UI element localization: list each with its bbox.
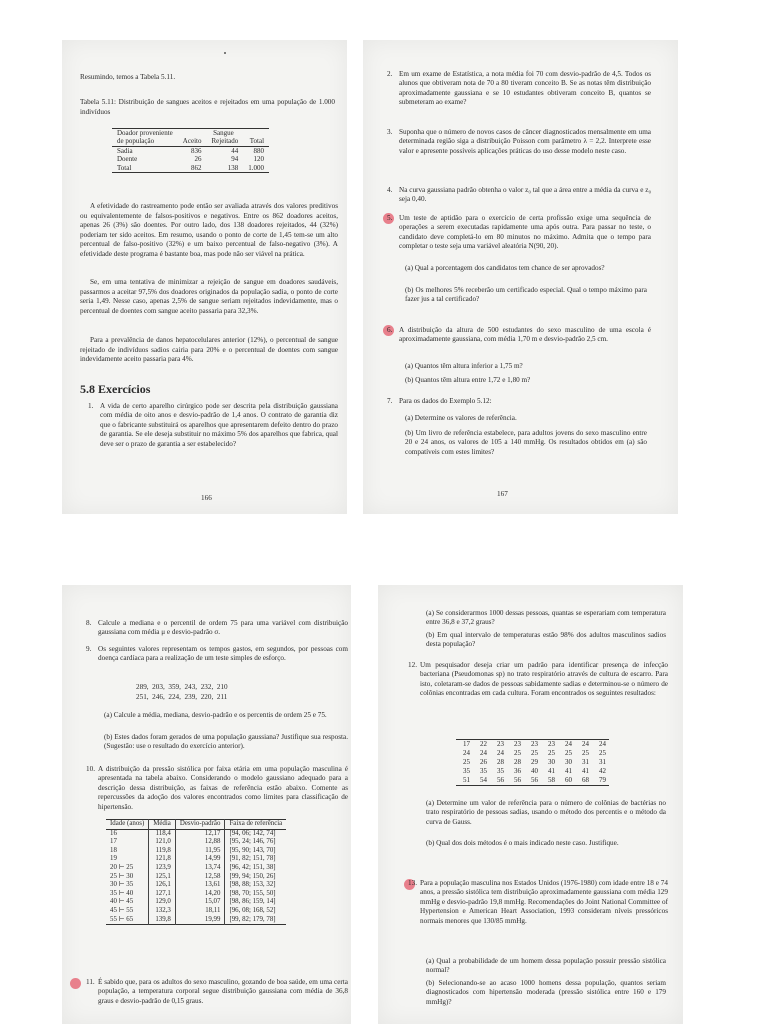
exercise-text: Para os dados do Exemplo 5.12: [399, 397, 492, 405]
table-cell: [96, 42; 151, 38] [225, 864, 286, 873]
exercise-text: A distribuição da altura de 500 estudantes do sexo masculino de uma escola é aproximadamente gaussiana, com média 1,70 m e desvio-padrão 2,5 cm. [399, 326, 651, 344]
table-head-cell: Doador proveniente [117, 129, 173, 137]
table-cell: 19 [110, 855, 117, 863]
table-cell: 79 [592, 776, 609, 786]
exercise-4 [387, 186, 651, 205]
table-head-cell: Idade (anos) [110, 820, 145, 827]
table-cell: 68 [575, 776, 592, 786]
exercise-11a: (a) Se considerarmos 1000 dessas pessoas, quantas se esperariam com temperatura entre 36,8 e 37,2 graus? [426, 609, 666, 627]
table-cell: 30 ⊢ 35 [110, 881, 134, 889]
exercise-number: 4. [387, 186, 393, 194]
exercise-7 [387, 397, 651, 406]
table-cell: 138 [227, 163, 239, 172]
table-cell: 94 [231, 155, 239, 164]
page-166 [62, 40, 347, 514]
table-cell: 24 [497, 749, 504, 757]
table-row [106, 838, 286, 847]
exercise-10 [86, 765, 348, 812]
table-cell: 11,95 [175, 847, 225, 856]
table-cell: 45 ⊢ 55 [110, 906, 134, 914]
table-cell: 20 ⊢ 25 [110, 863, 134, 871]
table-cell: 25 [565, 749, 572, 757]
exercise-1 [88, 402, 338, 449]
table-row [106, 855, 286, 864]
table-cell: 862 [190, 163, 202, 172]
exercise-number: 13. [408, 879, 417, 887]
table-head-cell: Total [249, 137, 265, 146]
exercise-8 [86, 619, 348, 638]
table-cell: 17 [456, 740, 473, 750]
table-cell: 127,1 [149, 890, 176, 899]
exercise-12a: (a) Determine um valor de referência para o número de colônias de bactérias no trato respiratório de pessoas sadias, usando o método dos percentis e o método da curva de Gauss. [426, 799, 666, 826]
table-row [106, 864, 286, 873]
blood-pressure-table [106, 819, 286, 925]
exercise-9 [86, 645, 348, 664]
table-cell: 25 [531, 749, 538, 757]
table-caption: Tabela 5.11: Distribuição de sangues aceitos e rejeitados em uma população de 1.000 indivíduos [80, 98, 335, 116]
table-row [112, 155, 269, 163]
table-row [106, 873, 286, 882]
table-cell: [96, 08; 168, 52] [225, 907, 286, 916]
table-cell: 44 [231, 146, 239, 155]
table-row [112, 164, 269, 173]
table-cell: 25 [514, 749, 521, 757]
table-cell: 18,11 [175, 907, 225, 916]
table-row [456, 740, 609, 750]
exercise-number: 3. [387, 128, 393, 136]
table-cell: 24 [480, 749, 487, 757]
table-cell: 24 [575, 740, 592, 750]
exercise-number: 2. [387, 70, 393, 78]
table-cell: 25 [599, 749, 606, 757]
table-cell: 17 [110, 838, 117, 846]
table-cell: Sadia [117, 146, 133, 155]
table-cell: 35 [480, 767, 487, 775]
exercise-9b: (b) Estes dados foram gerados de uma população gaussiana? Justifique sua resposta. (Sugestão: use o resultado do exercício anterior). [104, 733, 348, 751]
table-cell: 120 [253, 155, 265, 164]
table-cell: 13,61 [175, 881, 225, 890]
table-cell: [95, 24; 146, 76] [225, 838, 286, 847]
exercise-11b: (b) Em qual intervalo de temperaturas estão 98% dos adultos masculinos sadios desta população? [426, 631, 666, 649]
table-cell: 42 [599, 767, 606, 775]
exercise-text: A vida de certo aparelho cirúrgico pode ser descrita pela distribuição gaussiana com média de oito anos e desvio-padrão de 1,4 anos. O contrato de garantia diz que o fabricante substituirá os aparelhos que apresentarem defeito dentro do prazo de garantia. Se ele deseja substituir no máximo 5% dos aparelhos que fabrica, qual deve ser o prazo de garantia a ser estabelecido? [100, 402, 338, 448]
table-cell: 121,8 [149, 855, 176, 864]
table-row [106, 890, 286, 899]
table-cell: 56 [490, 776, 507, 786]
table-row [456, 767, 609, 776]
table-cell: 14,99 [175, 855, 225, 864]
table-cell: 56 [507, 776, 524, 786]
table-head-cell: Faixa de referência [225, 820, 286, 830]
table-cell: Total [117, 163, 132, 172]
table-cell: 58 [541, 776, 558, 786]
exercise-2 [387, 70, 651, 108]
exercise-number: 9. [86, 645, 92, 653]
table-cell: 24 [558, 740, 575, 750]
exercise-number: 6. [387, 326, 393, 334]
table-cell: 26 [480, 758, 487, 766]
exercise-text: Na curva gaussiana padrão obtenha o valor z₀ tal que a área entre a média da curva e z₀ seja 0,40. [399, 186, 651, 204]
table-cell: 23 [541, 740, 558, 750]
exercise-7a: (a) Determine os valores de referência. [405, 414, 517, 422]
table-cell: 880 [253, 146, 265, 155]
paragraph-prevalencia: Para a prevalência de danos hepatocelulares anterior (12%), o percentual de sangue rejeitado de indivíduos sadios cairia para 20% e o percentual de doentes com sangue indevidamente aceito passaria para 4%. [80, 336, 338, 364]
exercise-12 [408, 661, 668, 699]
table-cell: 30 [565, 758, 572, 766]
exercise-number: 10. [86, 765, 95, 773]
table-cell: 25 [463, 758, 470, 766]
page-number: 167 [497, 490, 508, 498]
table-head-cell: Desvio-padrão [175, 820, 225, 830]
exercise-text: Os seguintes valores representam os tempos gastos, em segundos, por pessoas com doença cardíaca para a realização de um teste simples de esforço. [98, 645, 348, 663]
table-row [106, 881, 286, 890]
page-number: 166 [201, 494, 212, 502]
table-cell: 36 [514, 767, 521, 775]
table-cell: [99, 82; 179, 78] [225, 916, 286, 925]
table-cell: [99, 94; 150, 26] [225, 873, 286, 882]
table-cell: 16 [110, 829, 117, 837]
table-cell: 13,74 [175, 864, 225, 873]
table-cell: 35 ⊢ 40 [110, 889, 134, 897]
table-cell: 12,17 [175, 829, 225, 838]
table-cell: 55 ⊢ 65 [110, 915, 134, 923]
table-cell: 25 [548, 749, 555, 757]
page-167 [363, 40, 678, 514]
table-cell: 29 [531, 758, 538, 766]
table-cell: 15,07 [175, 898, 225, 907]
exercise-6 [387, 326, 651, 345]
exercise-text: Calcule a mediana e o percentil de ordem 75 para uma variável com distribuição gaussiana com média μ e desvio-padrão σ. [98, 619, 348, 637]
table-cell: 28 [514, 758, 521, 766]
table-cell: 31 [582, 758, 589, 766]
table-5-11 [112, 128, 269, 173]
exercise-number: 1. [88, 402, 94, 410]
table-row [112, 146, 269, 155]
table-cell: 836 [190, 146, 202, 155]
table-cell: 22 [473, 740, 490, 750]
table-row [106, 898, 286, 907]
page-168 [62, 585, 351, 1024]
exercise-number: 11. [86, 978, 95, 986]
table-cell: 60 [558, 776, 575, 786]
table-head-cell: Sangue [213, 129, 234, 137]
table-row [106, 847, 286, 856]
exercise-5a: (a) Qual a porcentagem dos candidatos tem chance de ser aprovados? [405, 264, 605, 272]
table-cell: [98, 86; 159, 14] [225, 898, 286, 907]
table-head-cell: Rejeitado [211, 137, 239, 146]
exercise-12b: (b) Qual dos dois métodos é o mais indicado neste caso. Justifique. [426, 839, 619, 847]
highlight-marker [70, 978, 81, 989]
table-cell: [94, 06; 142, 74] [225, 829, 286, 838]
table-cell: 12,88 [175, 838, 225, 847]
exercise-11 [86, 978, 348, 1006]
exercise-text: Um teste de aptidão para o exercício de certa profissão exige uma sequência de operações a serem executadas rapidamente uma após outra. Para passar no teste, o candidato deve completá-lo em 80 minutos no máximo. Admita que o tempo para completar o teste seja uma variável aleatória N(90, 20). [399, 214, 651, 251]
table-head-cell: Aceito [182, 137, 202, 146]
intro-text: Resumindo, temos a Tabela 5.11. [80, 73, 176, 81]
exercise-13b: (b) Selecionando-se ao acaso 1000 homens dessa população, quantos seriam diagnosticados com hipertensão moderada (pressão sistólica entre 160 e 179 mmHg)? [426, 979, 666, 1006]
scan-speck [224, 52, 226, 54]
paragraph-ponto-corte: Se, em uma tentativa de minimizar a rejeição de sangue em doadores saudáveis, passarmos a aceitar 97,5% dos doadores originados da população sadia, o ponto de corte seria 1,49. Nesse caso, apenas 2,5% de sangue seriam rejeitados indevidamente, mas o percentual de doentes com sangue aceito passaria para 32,3%. [80, 278, 338, 315]
table-cell: 41 [548, 767, 555, 775]
table-row [456, 776, 609, 786]
table-cell: [95, 90; 143, 70] [225, 847, 286, 856]
table-row [106, 916, 286, 925]
ex9-values-row-1: 289, 203, 359, 243, 232, 210 [136, 683, 228, 691]
exercise-number: 7. [387, 397, 393, 405]
exercise-9a: (a) Calcule a média, mediana, desvio-padrão e os percentis de ordem 25 e 75. [104, 711, 327, 719]
table-cell: 126,1 [149, 881, 176, 890]
table-cell: 23 [524, 740, 541, 750]
exercise-number: 8. [86, 619, 92, 627]
exercise-text: Para a população masculina nos Estados Unidos (1976-1980) com idade entre 18 e 74 anos, a pressão sistólica tem distribuição aproximadamente gaussiana com média 129 mmHg e desvio-padrão 19,8 mmHg. Recomendações do Joint National Committee of Hypertension e American Heart Association, 1993 consideram níveis pressóricos normais menores que 130/85 mmHg. [420, 879, 668, 925]
table-cell: 119,8 [149, 847, 176, 856]
exercise-5b: (b) Os melhores 5% receberão um certificado especial. Qual o tempo máximo para fazer jus a tal certificado? [405, 286, 647, 304]
exercise-6b: (b) Quantos têm altura entre 1,72 e 1,80 m? [405, 376, 531, 384]
exercise-13a: (a) Qual a probabilidade de um homem dessa população possuir pressão sistólica normal? [426, 957, 666, 975]
section-title: 5.8 Exercícios [80, 382, 151, 396]
table-cell: 30 [548, 758, 555, 766]
table-head-cell: de população [117, 137, 155, 146]
exercise-text: Suponha que o número de novos casos de câncer diagnosticados mensalmente em uma determinada região siga a distribuição Poisson com parâmetro λ = 2,2. Interprete esse valor e apresente possíveis aplicações práticas do uso desse modelo neste caso. [399, 128, 651, 155]
table-cell: 123,9 [149, 864, 176, 873]
table-cell: 28 [497, 758, 504, 766]
exercise-5 [387, 214, 651, 252]
table-cell: 41 [582, 767, 589, 775]
exercise-13 [408, 879, 668, 926]
table-row [106, 907, 286, 916]
table-cell: Doente [117, 155, 138, 164]
table-cell: 132,3 [149, 907, 176, 916]
table-cell: 31 [599, 758, 606, 766]
exercise-text: A distribuição da pressão sistólica por faixa etária em uma população masculina é apresentada na tabela abaixo. Considerando o modelo gaussiano adequado para a descrição dessa distribuição, as faixas de referência estão abaixo. Comente as repercussões da adoção dos valores encontrados como limites para classificação de hipertensão. [98, 765, 348, 811]
table-cell: 129,0 [149, 898, 176, 907]
table-cell: 56 [524, 776, 541, 786]
page-169 [378, 585, 683, 1024]
table-cell: [98, 70; 155, 50] [225, 890, 286, 899]
table-cell: 25 ⊢ 30 [110, 872, 134, 880]
table-cell: 35 [463, 767, 470, 775]
table-row [456, 758, 609, 767]
table-cell: 51 [456, 776, 473, 786]
table-cell: 24 [592, 740, 609, 750]
exercise-number: 12. [408, 661, 417, 669]
table-cell: 41 [565, 767, 572, 775]
exercise-number: 5. [387, 214, 393, 222]
exercise-text: É sabido que, para os adultos do sexo masculino, gozando de boa saúde, em uma certa população, a temperatura corporal segue distribuição gaussiana com média de 36,8 graus e desvio-padrão de 0,15 graus. [98, 978, 348, 1005]
exercise-text: Um pesquisador deseja criar um padrão para identificar presença de infecção bacteriana (Pseudomonas sp) no trato respiratório através de cultura de escarro. Para isto, coletaram-se dados de pessoas sabidamente sadias e determinou-se o número de colônias encontradas em cada cultura. Foram encontrados os seguintes resultados: [420, 661, 668, 698]
paragraph-efetividade: A efetividade do rastreamento pode então ser avaliada através dos valores preditivos ou equivalentemente de falsos-positivos e negativos. Entre os 862 doadores aceitos, apenas 26 (3%) são doentes. Por outro lado, dos 138 doadores rejeitados, 44 (32%) poderiam ter sido aceitos. Em resumo, usando o ponto de corte de 1,45 tem-se um alto percentual de falso-positivo (32%) e um baixo percentual de falso-negativo (3%). A efetividade deste programa é bastante boa, mas pode não ser viável na prática. [80, 202, 338, 258]
table-cell: 26 [194, 155, 202, 164]
table-row [106, 829, 286, 838]
table-row [456, 749, 609, 758]
table-cell: 25 [582, 749, 589, 757]
table-cell: 118,4 [149, 829, 176, 838]
table-cell: [98, 88; 153, 32] [225, 881, 286, 890]
table-cell: 23 [490, 740, 507, 750]
exercise-text: Em um exame de Estatística, a nota média foi 70 com desvio-padrão de 4,5. Todos os alunos que obtiveram nota de 70 a 80 tiveram conceito B. Se as notas têm distribuição aproximadamente gaussiana e se 10 estudantes obtiveram conceito B, quantos se submeteram ao exame? [399, 70, 651, 107]
ex9-values-row-2: 251, 246, 224, 239, 220, 211 [136, 693, 228, 701]
table-cell: 54 [473, 776, 490, 786]
table-cell: 40 [531, 767, 538, 775]
table-cell: 19,99 [175, 916, 225, 925]
table-cell: 18 [110, 846, 117, 854]
table-head-cell: Média [149, 820, 176, 830]
table-cell: 35 [497, 767, 504, 775]
colony-count-table [456, 739, 609, 786]
exercise-3 [387, 128, 651, 156]
table-cell: [91, 82; 151, 78] [225, 855, 286, 864]
table-cell: 14,20 [175, 890, 225, 899]
table-cell: 125,1 [149, 873, 176, 882]
table-cell: 40 ⊢ 45 [110, 898, 134, 906]
table-cell: 23 [507, 740, 524, 750]
exercise-7b: (b) Um livro de referência estabelece, para adultos jovens do sexo masculino entre 20 e 24 anos, os valores de 105 a 140 mmHg. Os resultados obtidos em (a) são compatíveis com estes limites? [405, 429, 647, 456]
exercise-6a: (a) Quantos têm altura inferior a 1,75 m? [405, 362, 523, 370]
table-cell: 139,8 [149, 916, 176, 925]
table-cell: 12,58 [175, 873, 225, 882]
table-cell: 24 [463, 749, 470, 757]
table-cell: 1.000 [248, 163, 265, 172]
table-cell: 121,0 [149, 838, 176, 847]
